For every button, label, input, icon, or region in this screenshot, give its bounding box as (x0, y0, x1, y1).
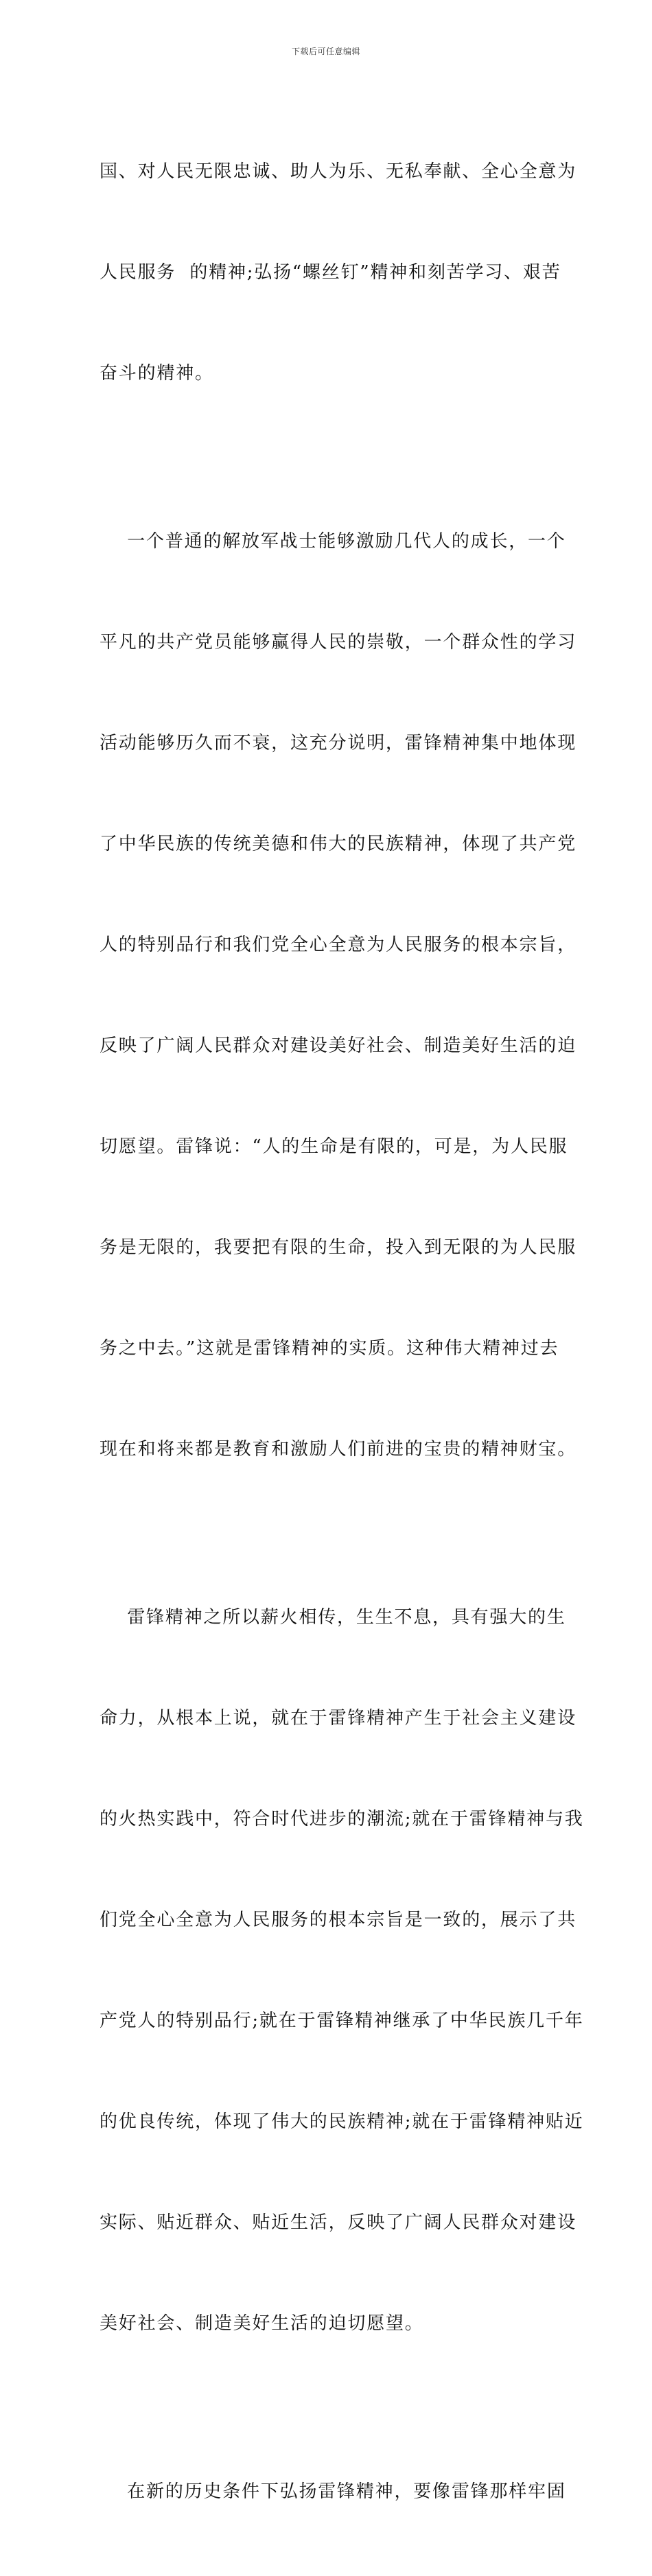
text-line: 切愿望。雷锋说：“人的生命是有限的，可是，为人民服 (100, 1136, 568, 1157)
text-line: 雷锋精神之所以薪火相传，生生不息，具有强大的生 (100, 1607, 566, 1628)
text-line: 务是无限的，我要把有限的生命，投入到无限的为人民服 (100, 1237, 577, 1258)
text-line: 现在和将来都是教育和激励人们前进的宝贵的精神财宝。 (100, 1439, 577, 1460)
text-line: 一个普通的解放军战士能够激励几代人的成长，一个 (100, 531, 566, 552)
text-line: 人的特别品行和我们党全心全意为人民服务的根本宗旨， (100, 935, 577, 955)
text-line: 务之中去。”这就是雷锋精神的实质。这种伟大精神过去 (100, 1338, 559, 1359)
paragraph (100, 1534, 584, 2408)
text-line: 的优良传统，体现了伟大的民族精神;就在于雷锋精神贴近 (100, 2111, 584, 2132)
document-body (100, 88, 584, 2576)
text-line: 在新的历史条件下弘扬雷锋精神，要像雷锋那样牢固 (100, 2481, 566, 2502)
text-line: 平凡的共产党员能够赢得人民的崇敬，一个群众性的学习 (100, 632, 577, 653)
text-line: 奋斗的精神。 (100, 363, 214, 384)
paragraph (100, 2408, 566, 2576)
paragraph (100, 88, 577, 458)
text-line: 命力，从根本上说，就在于雷锋精神产生于社会主义建设 (100, 1708, 577, 1729)
text-line: 产党人的特别品行;就在于雷锋精神继承了中华民族几千年 (100, 2011, 584, 2031)
text-line: 们党全心全意为人民服务的根本宗旨是一致的，展示了共 (100, 1910, 577, 1930)
text-line: 的火热实践中，符合时代进步的潮流;就在于雷锋精神与我 (100, 1809, 584, 1829)
text-line: 人民服务 的精神;弘扬“螺丝钉”精神和刻苦学习、艰苦 (100, 262, 561, 283)
paragraph (100, 458, 577, 1534)
text-line: 实际、贴近群众、贴近生活，反映了广阔人民群众对建设 (100, 2212, 577, 2233)
text-line: 国、对人民无限忠诚、助人为乐、无私奉献、全心全意为 (100, 161, 577, 182)
text-line: 了中华民族的传统美德和伟大的民族精神，体现了共产党 (100, 834, 577, 854)
text-line: 美好社会、制造美好生活的迫切愿望。 (100, 2313, 424, 2334)
text-line: 反映了广阔人民群众对建设美好社会、制造美好生活的迫 (100, 1035, 577, 1056)
header-note: 下载后可任意编辑 (291, 47, 360, 56)
text-line: 活动能够历久而不衰，这充分说明，雷锋精神集中地体现 (100, 733, 577, 753)
